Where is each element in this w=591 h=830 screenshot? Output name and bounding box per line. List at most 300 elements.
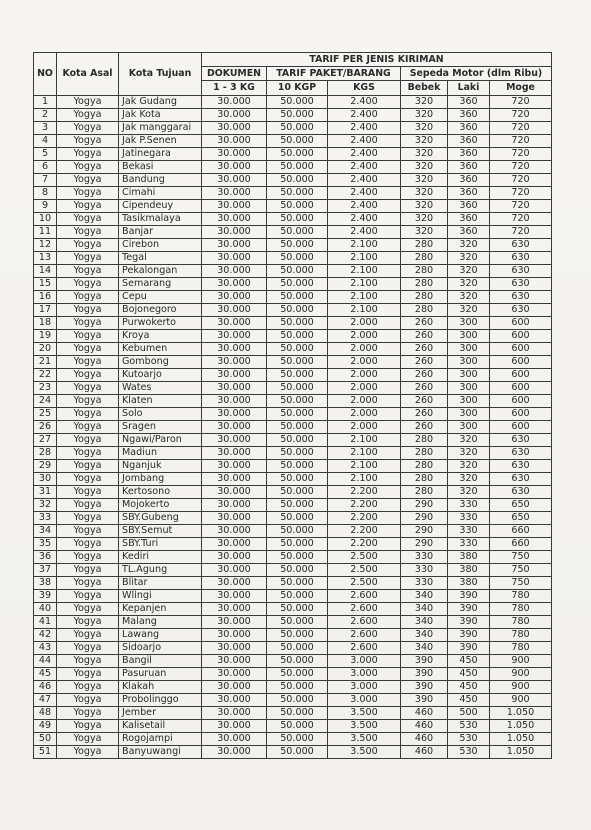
cell-kota-tujuan: SBY.Semut <box>119 525 202 538</box>
table-row <box>34 200 552 213</box>
cell-kota-asal: Yogya <box>57 525 119 538</box>
table-row <box>34 551 552 564</box>
table-row <box>34 343 552 356</box>
cell-no: 43 <box>34 642 57 655</box>
cell-moge: 600 <box>490 395 552 408</box>
cell-no: 40 <box>34 603 57 616</box>
table-row <box>34 733 552 746</box>
table-row <box>34 642 552 655</box>
cell-bebek: 260 <box>401 382 448 395</box>
table-row <box>34 746 552 759</box>
cell-kgs: 2.000 <box>328 369 401 382</box>
cell-10-kgp: 50.000 <box>267 473 328 486</box>
cell-kota-asal: Yogya <box>57 538 119 551</box>
table-row <box>34 447 552 460</box>
cell-kgs: 2.200 <box>328 499 401 512</box>
cell-no: 30 <box>34 473 57 486</box>
cell-kota-asal: Yogya <box>57 161 119 174</box>
cell-dokumen: 30.000 <box>202 668 267 681</box>
table-row <box>34 317 552 330</box>
table-row <box>34 460 552 473</box>
cell-kota-tujuan: Banjar <box>119 226 202 239</box>
cell-laki: 360 <box>448 122 490 135</box>
table-row <box>34 590 552 603</box>
cell-laki: 450 <box>448 694 490 707</box>
cell-bebek: 320 <box>401 122 448 135</box>
cell-kgs: 2.600 <box>328 603 401 616</box>
cell-bebek: 330 <box>401 551 448 564</box>
table-row <box>34 174 552 187</box>
cell-dokumen: 30.000 <box>202 603 267 616</box>
table-row <box>34 382 552 395</box>
cell-kota-tujuan: Wates <box>119 382 202 395</box>
table-row <box>34 655 552 668</box>
cell-kgs: 3.000 <box>328 694 401 707</box>
cell-kota-asal: Yogya <box>57 616 119 629</box>
cell-no: 26 <box>34 421 57 434</box>
cell-bebek: 260 <box>401 343 448 356</box>
cell-kgs: 2.200 <box>328 512 401 525</box>
cell-no: 14 <box>34 265 57 278</box>
cell-kota-asal: Yogya <box>57 733 119 746</box>
header-laki: Laki <box>448 81 490 96</box>
cell-dokumen: 30.000 <box>202 252 267 265</box>
table-row <box>34 239 552 252</box>
cell-laki: 390 <box>448 629 490 642</box>
cell-kota-tujuan: Ngawi/Paron <box>119 434 202 447</box>
cell-10-kgp: 50.000 <box>267 408 328 421</box>
cell-kota-tujuan: Gombong <box>119 356 202 369</box>
cell-no: 47 <box>34 694 57 707</box>
cell-bebek: 260 <box>401 408 448 421</box>
cell-kgs: 2.400 <box>328 109 401 122</box>
cell-no: 15 <box>34 278 57 291</box>
cell-laki: 300 <box>448 395 490 408</box>
cell-kgs: 2.400 <box>328 135 401 148</box>
cell-kgs: 2.600 <box>328 629 401 642</box>
cell-bebek: 320 <box>401 226 448 239</box>
cell-kota-tujuan: Mojokerto <box>119 499 202 512</box>
cell-moge: 720 <box>490 96 552 109</box>
header-dokumen-weight: 1 - 3 KG <box>202 81 267 96</box>
cell-bebek: 320 <box>401 148 448 161</box>
cell-kgs: 3.500 <box>328 733 401 746</box>
cell-no: 36 <box>34 551 57 564</box>
cell-kgs: 2.100 <box>328 239 401 252</box>
cell-laki: 300 <box>448 408 490 421</box>
cell-laki: 320 <box>448 291 490 304</box>
cell-laki: 300 <box>448 356 490 369</box>
cell-kgs: 2.600 <box>328 590 401 603</box>
table-row <box>34 577 552 590</box>
cell-no: 45 <box>34 668 57 681</box>
cell-moge: 600 <box>490 382 552 395</box>
cell-laki: 380 <box>448 564 490 577</box>
cell-moge: 720 <box>490 213 552 226</box>
table-row <box>34 135 552 148</box>
cell-no: 2 <box>34 109 57 122</box>
cell-10-kgp: 50.000 <box>267 733 328 746</box>
cell-bebek: 290 <box>401 512 448 525</box>
cell-bebek: 340 <box>401 603 448 616</box>
cell-10-kgp: 50.000 <box>267 746 328 759</box>
cell-laki: 360 <box>448 135 490 148</box>
cell-bebek: 390 <box>401 655 448 668</box>
cell-bebek: 460 <box>401 733 448 746</box>
cell-no: 42 <box>34 629 57 642</box>
cell-dokumen: 30.000 <box>202 473 267 486</box>
cell-dokumen: 30.000 <box>202 174 267 187</box>
cell-kota-asal: Yogya <box>57 564 119 577</box>
cell-moge: 780 <box>490 590 552 603</box>
cell-moge: 650 <box>490 512 552 525</box>
cell-moge: 630 <box>490 239 552 252</box>
cell-kota-asal: Yogya <box>57 200 119 213</box>
cell-kota-tujuan: Bandung <box>119 174 202 187</box>
cell-bebek: 390 <box>401 694 448 707</box>
cell-bebek: 280 <box>401 473 448 486</box>
cell-dokumen: 30.000 <box>202 720 267 733</box>
cell-10-kgp: 50.000 <box>267 642 328 655</box>
cell-kota-tujuan: Nganjuk <box>119 460 202 473</box>
cell-kgs: 2.400 <box>328 161 401 174</box>
cell-kgs: 2.100 <box>328 265 401 278</box>
cell-laki: 300 <box>448 421 490 434</box>
cell-10-kgp: 50.000 <box>267 577 328 590</box>
cell-kgs: 2.100 <box>328 304 401 317</box>
cell-kgs: 2.500 <box>328 564 401 577</box>
cell-dokumen: 30.000 <box>202 161 267 174</box>
cell-no: 28 <box>34 447 57 460</box>
cell-moge: 630 <box>490 278 552 291</box>
cell-kota-tujuan: TL.Agung <box>119 564 202 577</box>
cell-kota-asal: Yogya <box>57 707 119 720</box>
cell-kota-tujuan: Cimahi <box>119 187 202 200</box>
cell-10-kgp: 50.000 <box>267 291 328 304</box>
cell-kgs: 2.100 <box>328 291 401 304</box>
cell-kgs: 2.100 <box>328 460 401 473</box>
table-row <box>34 616 552 629</box>
cell-laki: 360 <box>448 174 490 187</box>
cell-no: 19 <box>34 330 57 343</box>
cell-laki: 360 <box>448 187 490 200</box>
cell-kota-tujuan: Sidoarjo <box>119 642 202 655</box>
cell-laki: 360 <box>448 200 490 213</box>
cell-dokumen: 30.000 <box>202 200 267 213</box>
cell-bebek: 260 <box>401 317 448 330</box>
cell-kota-asal: Yogya <box>57 590 119 603</box>
cell-moge: 630 <box>490 304 552 317</box>
cell-moge: 720 <box>490 174 552 187</box>
cell-bebek: 280 <box>401 434 448 447</box>
cell-no: 23 <box>34 382 57 395</box>
cell-kota-asal: Yogya <box>57 395 119 408</box>
cell-dokumen: 30.000 <box>202 356 267 369</box>
cell-kota-asal: Yogya <box>57 551 119 564</box>
cell-moge: 900 <box>490 681 552 694</box>
cell-dokumen: 30.000 <box>202 395 267 408</box>
cell-bebek: 320 <box>401 135 448 148</box>
cell-kota-tujuan: Kediri <box>119 551 202 564</box>
cell-10-kgp: 50.000 <box>267 369 328 382</box>
cell-bebek: 320 <box>401 96 448 109</box>
cell-kota-asal: Yogya <box>57 486 119 499</box>
cell-kota-asal: Yogya <box>57 434 119 447</box>
cell-kota-asal: Yogya <box>57 499 119 512</box>
cell-laki: 300 <box>448 369 490 382</box>
cell-bebek: 280 <box>401 460 448 473</box>
cell-10-kgp: 50.000 <box>267 239 328 252</box>
cell-no: 48 <box>34 707 57 720</box>
cell-no: 44 <box>34 655 57 668</box>
cell-no: 25 <box>34 408 57 421</box>
cell-10-kgp: 50.000 <box>267 707 328 720</box>
cell-10-kgp: 50.000 <box>267 278 328 291</box>
cell-kgs: 2.400 <box>328 96 401 109</box>
cell-laki: 320 <box>448 434 490 447</box>
cell-kota-tujuan: Tegal <box>119 252 202 265</box>
cell-moge: 600 <box>490 408 552 421</box>
cell-dokumen: 30.000 <box>202 447 267 460</box>
cell-kota-tujuan: Kebumen <box>119 343 202 356</box>
cell-kota-asal: Yogya <box>57 109 119 122</box>
cell-laki: 530 <box>448 746 490 759</box>
cell-no: 1 <box>34 96 57 109</box>
cell-dokumen: 30.000 <box>202 551 267 564</box>
cell-dokumen: 30.000 <box>202 304 267 317</box>
cell-kgs: 2.100 <box>328 473 401 486</box>
cell-10-kgp: 50.000 <box>267 486 328 499</box>
table-row <box>34 538 552 551</box>
cell-bebek: 280 <box>401 239 448 252</box>
cell-laki: 530 <box>448 733 490 746</box>
cell-10-kgp: 50.000 <box>267 616 328 629</box>
cell-dokumen: 30.000 <box>202 577 267 590</box>
cell-kgs: 2.600 <box>328 616 401 629</box>
cell-kota-tujuan: Madiun <box>119 447 202 460</box>
cell-kota-tujuan: Jombang <box>119 473 202 486</box>
cell-no: 32 <box>34 499 57 512</box>
cell-no: 17 <box>34 304 57 317</box>
cell-kgs: 2.600 <box>328 642 401 655</box>
table-row <box>34 369 552 382</box>
table-row <box>34 122 552 135</box>
cell-kota-tujuan: Malang <box>119 616 202 629</box>
cell-kota-tujuan: Jak manggarai <box>119 122 202 135</box>
cell-kota-tujuan: Cirebon <box>119 239 202 252</box>
cell-no: 6 <box>34 161 57 174</box>
header-kgs: KGS <box>328 81 401 96</box>
cell-laki: 380 <box>448 577 490 590</box>
cell-kota-tujuan: Cipendeuy <box>119 200 202 213</box>
table-row <box>34 668 552 681</box>
cell-kota-tujuan: Kalisetail <box>119 720 202 733</box>
cell-no: 21 <box>34 356 57 369</box>
cell-dokumen: 30.000 <box>202 499 267 512</box>
table-header <box>34 53 552 96</box>
cell-10-kgp: 50.000 <box>267 252 328 265</box>
cell-moge: 780 <box>490 616 552 629</box>
cell-dokumen: 30.000 <box>202 187 267 200</box>
cell-laki: 320 <box>448 252 490 265</box>
cell-kota-asal: Yogya <box>57 382 119 395</box>
cell-no: 46 <box>34 681 57 694</box>
cell-10-kgp: 50.000 <box>267 226 328 239</box>
cell-no: 4 <box>34 135 57 148</box>
cell-no: 37 <box>34 564 57 577</box>
cell-kgs: 2.400 <box>328 226 401 239</box>
cell-dokumen: 30.000 <box>202 239 267 252</box>
cell-dokumen: 30.000 <box>202 707 267 720</box>
cell-moge: 630 <box>490 265 552 278</box>
cell-bebek: 390 <box>401 681 448 694</box>
cell-moge: 900 <box>490 668 552 681</box>
cell-dokumen: 30.000 <box>202 746 267 759</box>
cell-kgs: 3.000 <box>328 655 401 668</box>
header-kota-tujuan: Kota Tujuan <box>119 53 202 96</box>
cell-kota-asal: Yogya <box>57 421 119 434</box>
cell-laki: 330 <box>448 499 490 512</box>
cell-moge: 630 <box>490 486 552 499</box>
cell-laki: 390 <box>448 616 490 629</box>
table-row <box>34 278 552 291</box>
cell-kgs: 2.400 <box>328 122 401 135</box>
cell-laki: 300 <box>448 317 490 330</box>
cell-moge: 750 <box>490 564 552 577</box>
table-row <box>34 187 552 200</box>
cell-kota-asal: Yogya <box>57 187 119 200</box>
cell-moge: 900 <box>490 655 552 668</box>
cell-kota-asal: Yogya <box>57 408 119 421</box>
cell-laki: 300 <box>448 330 490 343</box>
cell-kota-asal: Yogya <box>57 369 119 382</box>
cell-no: 41 <box>34 616 57 629</box>
cell-kota-tujuan: Semarang <box>119 278 202 291</box>
cell-kota-asal: Yogya <box>57 447 119 460</box>
cell-laki: 500 <box>448 707 490 720</box>
cell-no: 50 <box>34 733 57 746</box>
cell-10-kgp: 50.000 <box>267 382 328 395</box>
table-row <box>34 681 552 694</box>
cell-10-kgp: 50.000 <box>267 317 328 330</box>
cell-dokumen: 30.000 <box>202 616 267 629</box>
cell-kgs: 3.500 <box>328 746 401 759</box>
cell-laki: 300 <box>448 343 490 356</box>
cell-dokumen: 30.000 <box>202 291 267 304</box>
cell-moge: 660 <box>490 525 552 538</box>
cell-10-kgp: 50.000 <box>267 395 328 408</box>
tariff-table <box>33 52 552 759</box>
cell-dokumen: 30.000 <box>202 564 267 577</box>
cell-no: 29 <box>34 460 57 473</box>
cell-no: 5 <box>34 148 57 161</box>
cell-10-kgp: 50.000 <box>267 629 328 642</box>
cell-10-kgp: 50.000 <box>267 694 328 707</box>
cell-kgs: 2.000 <box>328 382 401 395</box>
cell-bebek: 290 <box>401 499 448 512</box>
cell-kota-asal: Yogya <box>57 629 119 642</box>
cell-kota-asal: Yogya <box>57 577 119 590</box>
cell-10-kgp: 50.000 <box>267 330 328 343</box>
table-row <box>34 109 552 122</box>
cell-bebek: 330 <box>401 577 448 590</box>
cell-10-kgp: 50.000 <box>267 148 328 161</box>
cell-dokumen: 30.000 <box>202 512 267 525</box>
cell-moge: 780 <box>490 603 552 616</box>
cell-dokumen: 30.000 <box>202 265 267 278</box>
cell-bebek: 340 <box>401 629 448 642</box>
cell-bebek: 260 <box>401 421 448 434</box>
cell-kota-asal: Yogya <box>57 226 119 239</box>
cell-no: 8 <box>34 187 57 200</box>
cell-kota-tujuan: Kroya <box>119 330 202 343</box>
cell-kota-tujuan: Banyuwangi <box>119 746 202 759</box>
cell-moge: 630 <box>490 434 552 447</box>
cell-10-kgp: 50.000 <box>267 499 328 512</box>
cell-kgs: 2.100 <box>328 447 401 460</box>
cell-kota-tujuan: Bangil <box>119 655 202 668</box>
cell-no: 11 <box>34 226 57 239</box>
table-row <box>34 434 552 447</box>
cell-dokumen: 30.000 <box>202 408 267 421</box>
cell-bebek: 260 <box>401 395 448 408</box>
cell-moge: 780 <box>490 629 552 642</box>
cell-10-kgp: 50.000 <box>267 655 328 668</box>
cell-kota-tujuan: Kertosono <box>119 486 202 499</box>
table-row <box>34 395 552 408</box>
cell-10-kgp: 50.000 <box>267 590 328 603</box>
cell-kgs: 2.100 <box>328 278 401 291</box>
cell-kgs: 2.400 <box>328 200 401 213</box>
cell-kgs: 2.400 <box>328 148 401 161</box>
cell-kgs: 3.500 <box>328 707 401 720</box>
cell-dokumen: 30.000 <box>202 122 267 135</box>
cell-10-kgp: 50.000 <box>267 512 328 525</box>
cell-kota-tujuan: Tasikmalaya <box>119 213 202 226</box>
table-row <box>34 213 552 226</box>
cell-bebek: 460 <box>401 720 448 733</box>
cell-moge: 720 <box>490 122 552 135</box>
cell-no: 9 <box>34 200 57 213</box>
cell-no: 33 <box>34 512 57 525</box>
cell-bebek: 320 <box>401 187 448 200</box>
cell-10-kgp: 50.000 <box>267 96 328 109</box>
cell-laki: 360 <box>448 226 490 239</box>
cell-kota-asal: Yogya <box>57 642 119 655</box>
cell-bebek: 390 <box>401 668 448 681</box>
cell-dokumen: 30.000 <box>202 681 267 694</box>
cell-bebek: 280 <box>401 291 448 304</box>
cell-moge: 780 <box>490 642 552 655</box>
cell-10-kgp: 50.000 <box>267 174 328 187</box>
cell-laki: 320 <box>448 265 490 278</box>
cell-moge: 600 <box>490 317 552 330</box>
cell-kgs: 2.000 <box>328 330 401 343</box>
cell-bebek: 320 <box>401 161 448 174</box>
cell-kgs: 2.000 <box>328 343 401 356</box>
cell-kota-asal: Yogya <box>57 473 119 486</box>
header-sepeda-motor: Sepeda Motor (dlm Ribu) <box>401 67 552 81</box>
cell-kgs: 3.000 <box>328 681 401 694</box>
cell-dokumen: 30.000 <box>202 96 267 109</box>
cell-moge: 900 <box>490 694 552 707</box>
cell-no: 13 <box>34 252 57 265</box>
cell-bebek: 320 <box>401 174 448 187</box>
cell-laki: 390 <box>448 642 490 655</box>
cell-no: 51 <box>34 746 57 759</box>
cell-no: 7 <box>34 174 57 187</box>
cell-10-kgp: 50.000 <box>267 668 328 681</box>
